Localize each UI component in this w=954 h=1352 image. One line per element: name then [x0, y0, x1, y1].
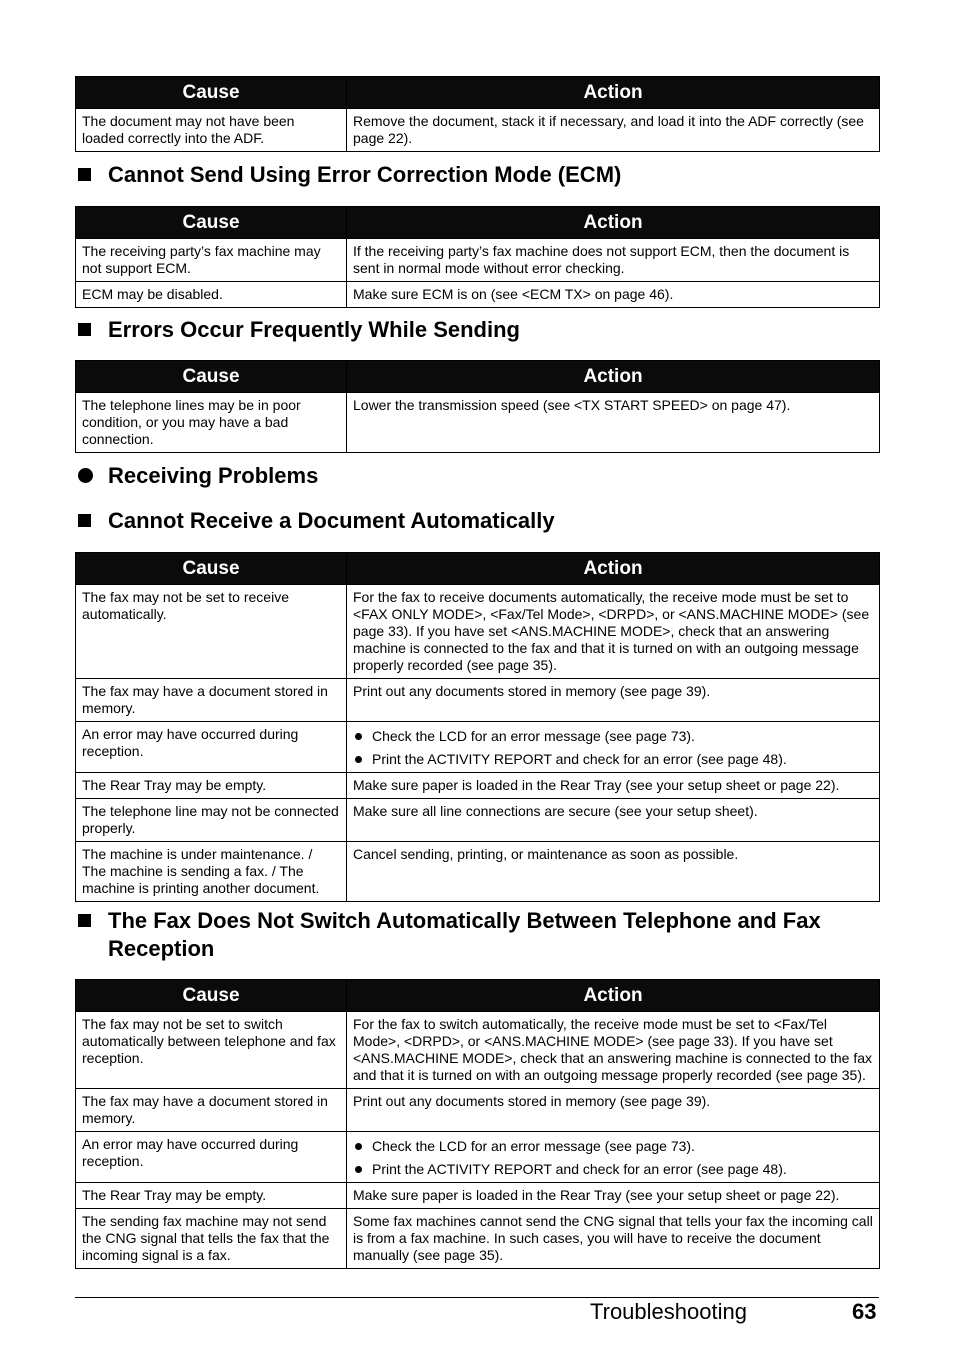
table-header — [76, 980, 880, 1012]
bullet-dot-icon — [355, 756, 362, 763]
section-title: The Fax Does Not Switch Automatically Between Telephone and Fax Reception — [108, 908, 821, 961]
action-bullet-list — [353, 728, 873, 768]
table-row — [76, 1089, 880, 1132]
cause-cell: The fax may have a document stored in memory. — [76, 1089, 347, 1132]
section-heading-auto — [78, 507, 868, 535]
square-bullet-icon — [78, 323, 91, 336]
cause-cell: The document may not have been loaded correctly into the ADF. — [76, 109, 347, 152]
page-number: 63 — [852, 1299, 877, 1324]
action-cell: Make sure all line connections are secure (see your setup sheet). — [347, 799, 880, 842]
cause-header: Cause — [76, 207, 347, 239]
cause-cell: The sending fax machine may not send the CNG signal that tells the fax that the incoming signal is a fax. — [76, 1209, 347, 1269]
action-header: Action — [347, 553, 880, 585]
cause-cell: The Rear Tray may be empty. — [76, 773, 347, 799]
table-row — [76, 1132, 880, 1183]
cause-header: Cause — [76, 553, 347, 585]
table-auto — [75, 552, 880, 902]
table-row — [76, 585, 880, 679]
table-errors — [75, 360, 880, 453]
table-row — [76, 1183, 880, 1209]
action-cell: Make sure paper is loaded in the Rear Tray (see your setup sheet or page 22). — [347, 773, 880, 799]
table-row — [76, 239, 880, 282]
action-cell: Cancel sending, printing, or maintenance as soon as possible. — [347, 842, 880, 902]
section-title: Receiving Problems — [108, 463, 319, 488]
table-row — [76, 1209, 880, 1269]
action-header: Action — [347, 980, 880, 1012]
footer-divider — [75, 1297, 879, 1298]
table-header — [76, 553, 880, 585]
table-header — [76, 361, 880, 393]
bullet-dot-icon — [355, 1166, 362, 1173]
section-title: Cannot Receive a Document Automatically — [108, 508, 555, 533]
table-row — [76, 1012, 880, 1089]
action-bullet-list — [353, 1138, 873, 1178]
table-row — [76, 842, 880, 902]
cause-cell: The receiving party’s fax machine may not support ECM. — [76, 239, 347, 282]
action-cell: Make sure ECM is on (see <ECM TX> on page 46). — [347, 282, 880, 308]
action-cell: Lower the transmission speed (see <TX START SPEED> on page 47). — [347, 393, 880, 453]
cause-cell: The machine is under maintenance. / The machine is sending a fax. / The machine is printing another document. — [76, 842, 347, 902]
section-heading-ecm — [78, 161, 868, 189]
cause-cell: The telephone lines may be in poor condition, or you may have a bad connection. — [76, 393, 347, 453]
cause-cell: The Rear Tray may be empty. — [76, 1183, 347, 1209]
list-item: Print the ACTIVITY REPORT and check for an error (see page 48). — [353, 1161, 873, 1178]
footer-section-label: Troubleshooting — [590, 1299, 747, 1324]
action-cell: For the fax to receive documents automatically, the receive mode must be set to <FAX ONLY MODE>, <Fax/Tel Mode>, <DRPD>, or <ANS.MACHINE MODE> (see page 33). If you have set <ANS.MACHINE MODE>, check that an answering machine is connected to the fax and that it is turned on with an outgoing message properly recorded (see page 35). — [347, 585, 880, 679]
table-row — [76, 282, 880, 308]
table-row — [76, 393, 880, 453]
action-cell — [347, 1132, 880, 1183]
cause-cell: An error may have occurred during reception. — [76, 722, 347, 773]
table-row — [76, 722, 880, 773]
cause-cell: The fax may not be set to switch automatically between telephone and fax reception. — [76, 1012, 347, 1089]
section-heading-errors — [78, 316, 868, 344]
action-cell: Make sure paper is loaded in the Rear Tray (see your setup sheet or page 22). — [347, 1183, 880, 1209]
round-bullet-icon — [78, 468, 93, 483]
table-row — [76, 773, 880, 799]
action-cell: If the receiving party’s fax machine does not support ECM, then the document is sent in normal mode without error checking. — [347, 239, 880, 282]
list-item: Check the LCD for an error message (see page 73). — [353, 1138, 873, 1155]
square-bullet-icon — [78, 914, 91, 927]
table-row — [76, 799, 880, 842]
cause-cell: The fax may not be set to receive automatically. — [76, 585, 347, 679]
bullet-dot-icon — [355, 1143, 362, 1150]
action-header: Action — [347, 207, 880, 239]
square-bullet-icon — [78, 168, 91, 181]
cause-cell: An error may have occurred during reception. — [76, 1132, 347, 1183]
square-bullet-icon — [78, 514, 91, 527]
table-switch — [75, 979, 880, 1269]
list-item: Check the LCD for an error message (see page 73). — [353, 728, 873, 745]
action-cell: Print out any documents stored in memory (see page 39). — [347, 1089, 880, 1132]
bullet-dot-icon — [355, 733, 362, 740]
action-cell: For the fax to switch automatically, the receive mode must be set to <Fax/Tel Mode>, <DRPD>, or <ANS.MACHINE MODE> (see page 33). If you have set <ANS.MACHINE MODE>, check that an answering machine is connected to the fax and that it is turned on with an outgoing message properly recorded (see page 35). — [347, 1012, 880, 1089]
table-row — [76, 109, 880, 152]
cause-cell: The fax may have a document stored in memory. — [76, 679, 347, 722]
section-title: Errors Occur Frequently While Sending — [108, 317, 520, 342]
cause-cell: ECM may be disabled. — [76, 282, 347, 308]
cause-header: Cause — [76, 361, 347, 393]
section-heading-receiving — [78, 462, 868, 490]
section-title: Cannot Send Using Error Correction Mode (ECM) — [108, 162, 622, 187]
action-cell: Print out any documents stored in memory (see page 39). — [347, 679, 880, 722]
cause-header: Cause — [76, 980, 347, 1012]
action-header: Action — [347, 361, 880, 393]
list-item: Print the ACTIVITY REPORT and check for an error (see page 48). — [353, 751, 873, 768]
table-header — [76, 77, 880, 109]
action-cell: Remove the document, stack it if necessary, and load it into the ADF correctly (see page 22). — [347, 109, 880, 152]
action-header: Action — [347, 77, 880, 109]
cause-header: Cause — [76, 77, 347, 109]
table-header — [76, 207, 880, 239]
table-row — [76, 679, 880, 722]
table-ecm — [75, 206, 880, 308]
table-adf — [75, 76, 880, 152]
action-cell — [347, 722, 880, 773]
action-cell: Some fax machines cannot send the CNG signal that tells your fax the incoming call is from a fax machine. In such cases, you will have to receive the document manually (see page 35). — [347, 1209, 880, 1269]
section-heading-switch — [78, 907, 868, 963]
cause-cell: The telephone line may not be connected properly. — [76, 799, 347, 842]
